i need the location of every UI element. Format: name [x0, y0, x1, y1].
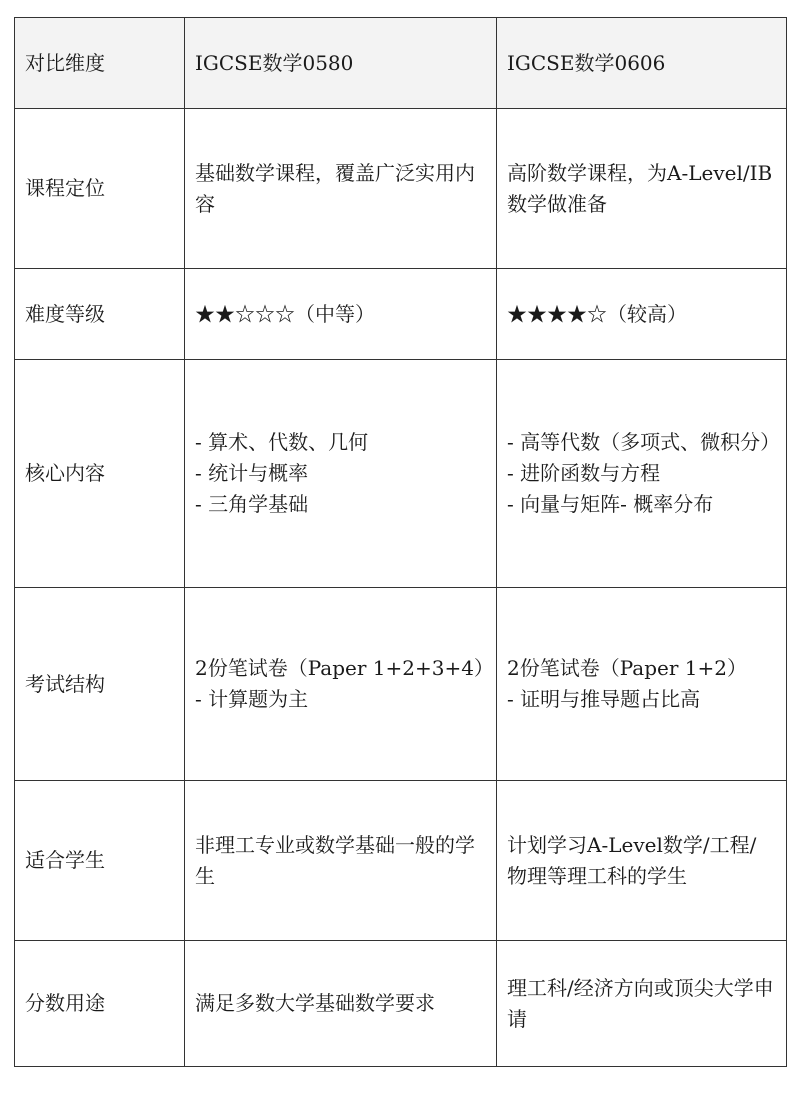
header-0606: IGCSE数学0606 — [497, 18, 787, 109]
cell-line: - 向量与矩阵- 概率分布 — [507, 492, 714, 516]
table-row — [15, 588, 787, 781]
cell-0580 — [185, 781, 497, 941]
cell-line: 满足多数大学基础数学要求 — [195, 991, 435, 1015]
table-row — [15, 360, 787, 588]
row-dimension: 核心内容 — [15, 360, 185, 588]
cell-0580 — [185, 269, 497, 360]
cell-0606 — [497, 781, 787, 941]
table-header-row — [15, 18, 787, 109]
table-row — [15, 269, 787, 360]
cell-0606 — [497, 269, 787, 360]
cell-line: 非理工专业或数学基础一般的学生 — [195, 832, 475, 888]
row-dimension: 考试结构 — [15, 588, 185, 781]
cell-line: - 计算题为主 — [195, 687, 309, 711]
cell-line: 计划学习A-Level数学/工程/物理等理工科的学生 — [507, 832, 757, 888]
table-row — [15, 781, 787, 941]
cell-0606 — [497, 941, 787, 1067]
cell-line: 2份笔试卷（Paper 1+2） — [507, 656, 747, 680]
cell-line: - 统计与概率 — [195, 461, 309, 485]
header-dimension: 对比维度 — [15, 18, 185, 109]
row-dimension: 课程定位 — [15, 109, 185, 269]
difficulty-rating: ★★★★☆（较高） — [507, 301, 687, 326]
cell-line: - 高等代数（多项式、微积分） — [507, 430, 781, 454]
cell-line: - 证明与推导题占比高 — [507, 687, 701, 711]
table-row — [15, 109, 787, 269]
cell-0580 — [185, 941, 497, 1067]
cell-line: - 三角学基础 — [195, 492, 309, 516]
row-dimension: 适合学生 — [15, 781, 185, 941]
cell-0580 — [185, 109, 497, 269]
cell-0606 — [497, 588, 787, 781]
table-row — [15, 941, 787, 1067]
cell-0606 — [497, 109, 787, 269]
cell-line: - 算术、代数、几何 — [195, 430, 369, 454]
difficulty-rating: ★★☆☆☆（中等） — [195, 301, 375, 326]
cell-0580 — [185, 588, 497, 781]
comparison-table — [14, 17, 787, 1067]
row-dimension: 难度等级 — [15, 269, 185, 360]
cell-line: - 进阶函数与方程 — [507, 461, 661, 485]
cell-line: 2份笔试卷（Paper 1+2+3+4） — [195, 656, 494, 680]
row-dimension: 分数用途 — [15, 941, 185, 1067]
cell-0606 — [497, 360, 787, 588]
cell-line: 高阶数学课程，为A-Level/IB数学做准备 — [507, 160, 773, 216]
cell-line: 理工科/经济方向或顶尖大学申请 — [507, 975, 774, 1031]
cell-line: 基础数学课程，覆盖广泛实用内容 — [195, 160, 475, 216]
cell-0580 — [185, 360, 497, 588]
header-0580: IGCSE数学0580 — [185, 18, 497, 109]
